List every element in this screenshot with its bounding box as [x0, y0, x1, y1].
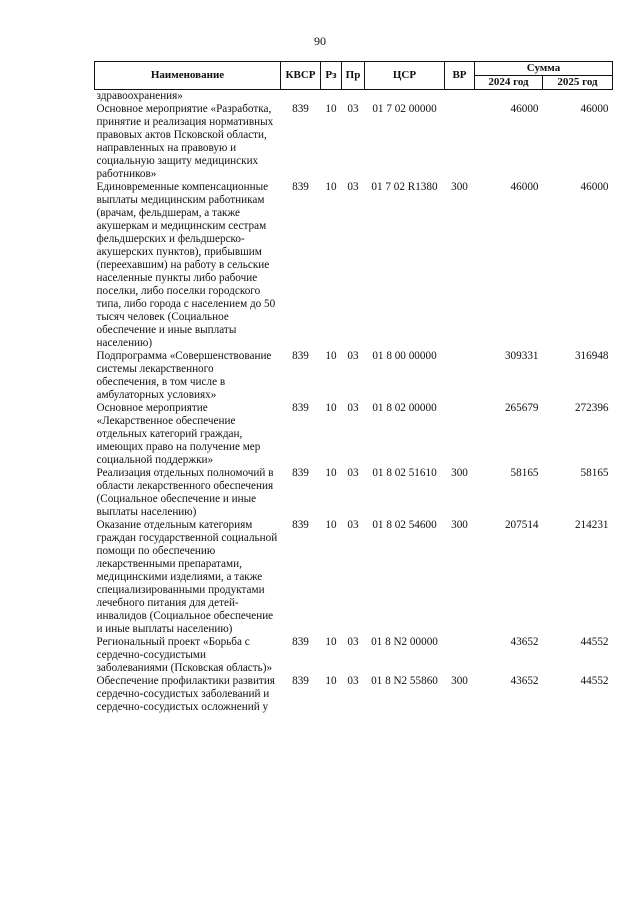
cell-sum-2024: 207514: [504, 519, 539, 531]
cell-rz: 10: [325, 636, 337, 648]
header-pr: Пр: [342, 62, 365, 90]
cell-csr: 01 8 02 54600: [372, 519, 437, 531]
table-row: [95, 350, 613, 402]
table-row: [95, 467, 613, 519]
cell-name: Основное мероприятие «Лекарственное обеспечение отдельных категорий граждан, имеющих право на получение мер социальной поддержки»: [96, 402, 261, 466]
cell-pr: 03: [347, 402, 359, 414]
cell-pr: 03: [347, 350, 359, 362]
cell-kvsr: 839: [292, 519, 309, 531]
cell-sum-2024: 43652: [510, 675, 539, 687]
cell-rz: 10: [325, 402, 337, 414]
cell-name: Единовременные компенсационные выплаты медицинским работникам (врачам, фельдшерам, а также акушеркам и медицинским сестрам фельдшерских и фельдшерско-акушерских пунктов), прибывшим (переехавшим) на работу в сельские населенные пункты либо рабочие поселки, либо поселки городского типа, либо города с населением до 50 тысяч человек (Социальное обеспечение и иные выплаты населению): [96, 181, 276, 349]
cell-name: Обеспечение профилактики развития сердечно-сосудистых заболеваний и сердечно-сосудистых осложнений у: [96, 675, 275, 713]
header-kvsr: КВСР: [281, 62, 321, 90]
table-header: [95, 62, 613, 90]
cell-rz: 10: [325, 467, 337, 479]
cell-kvsr: 839: [292, 636, 309, 648]
cell-sum-2025: 272396: [574, 402, 609, 414]
cell-csr: 01 8 02 51610: [372, 467, 437, 479]
cell-pr: 03: [347, 467, 359, 479]
cell-vr: [445, 350, 475, 402]
cell-kvsr: 839: [292, 675, 309, 687]
cell-name: Реализация отдельных полномочий в области лекарственного обеспечения (Социальное обеспечение и иные выплаты населению): [96, 467, 274, 518]
table-body: [95, 90, 613, 715]
cell-sum-2024: 46000: [510, 181, 539, 193]
header-name: Наименование: [95, 62, 281, 90]
cell-rz: 10: [325, 519, 337, 531]
cell-name: Основное мероприятие «Разработка, принятие и реализация нормативных правовых актов Псковской области, направленных на правовую и социальную защиту медицинских работников»: [96, 103, 274, 180]
budget-table: [94, 61, 613, 714]
cell-pr: 03: [347, 675, 359, 687]
continuation-text: здравоохранения»: [96, 90, 183, 102]
cell-sum-2024: 309331: [504, 350, 539, 362]
cell-sum-2024: 265679: [504, 402, 539, 414]
cell-vr: 300: [451, 519, 468, 531]
cell-pr: 03: [347, 519, 359, 531]
cell-vr: 300: [451, 181, 468, 193]
cell-sum-2024: 58165: [510, 467, 539, 479]
cell-name: Оказание отдельным категориям граждан государственной социальной помощи по обеспечению лекарственными препаратами, медицинскими изделиями, а также специализированными продуктами лечебного питания для детей-инвалидов (Социальное обеспечение и иные выплаты населению): [96, 519, 278, 635]
table-row: [95, 675, 613, 714]
cell-sum-2025: 214231: [574, 519, 609, 531]
cell-kvsr: 839: [292, 103, 309, 115]
cell-csr: 01 7 02 00000: [372, 103, 437, 115]
header-sum: Сумма: [475, 62, 613, 76]
cell-pr: 03: [347, 636, 359, 648]
cell-sum-2025: 46000: [580, 181, 609, 193]
cell-name: Региональный проект «Борьба с сердечно-сосудистыми заболеваниями (Псковская область)»: [96, 636, 273, 674]
table-row: [95, 402, 613, 467]
cell-sum-2025: 58165: [580, 467, 609, 479]
continuation-row: [95, 90, 613, 104]
cell-csr: 01 8 N2 00000: [371, 636, 438, 648]
cell-kvsr: 839: [292, 467, 309, 479]
cell-vr: [445, 402, 475, 467]
cell-rz: 10: [325, 350, 337, 362]
cell-csr: 01 8 00 00000: [372, 350, 437, 362]
header-vr: ВР: [445, 62, 475, 90]
header-year-2024: 2024 год: [475, 76, 543, 90]
cell-sum-2024: 43652: [510, 636, 539, 648]
cell-pr: 03: [347, 103, 359, 115]
header-csr: ЦСР: [365, 62, 445, 90]
cell-rz: 10: [325, 181, 337, 193]
cell-sum-2025: 44552: [580, 636, 609, 648]
cell-kvsr: 839: [292, 181, 309, 193]
cell-sum-2025: 46000: [580, 103, 609, 115]
table-row: [95, 181, 613, 350]
cell-vr: 300: [451, 675, 468, 687]
cell-csr: 01 8 02 00000: [372, 402, 437, 414]
table-row: [95, 103, 613, 181]
cell-rz: 10: [325, 675, 337, 687]
cell-kvsr: 839: [292, 350, 309, 362]
cell-kvsr: 839: [292, 402, 309, 414]
cell-csr: 01 8 N2 55860: [371, 675, 438, 687]
header-year-2025: 2025 год: [543, 76, 613, 90]
cell-vr: [445, 103, 475, 181]
cell-vr: [445, 636, 475, 675]
cell-sum-2025: 44552: [580, 675, 609, 687]
table-row: [95, 519, 613, 636]
cell-csr: 01 7 02 R1380: [371, 181, 438, 193]
cell-pr: 03: [347, 181, 359, 193]
table-row: [95, 636, 613, 675]
cell-sum-2025: 316948: [574, 350, 609, 362]
cell-name: Подпрограмма «Совершенствование системы лекарственного обеспечения, в том числе в амбулаторных условиях»: [96, 350, 272, 401]
cell-vr: 300: [451, 467, 468, 479]
cell-rz: 10: [325, 103, 337, 115]
header-rz: Рз: [321, 62, 342, 90]
cell-sum-2024: 46000: [510, 103, 539, 115]
page-number: 90: [314, 34, 326, 48]
